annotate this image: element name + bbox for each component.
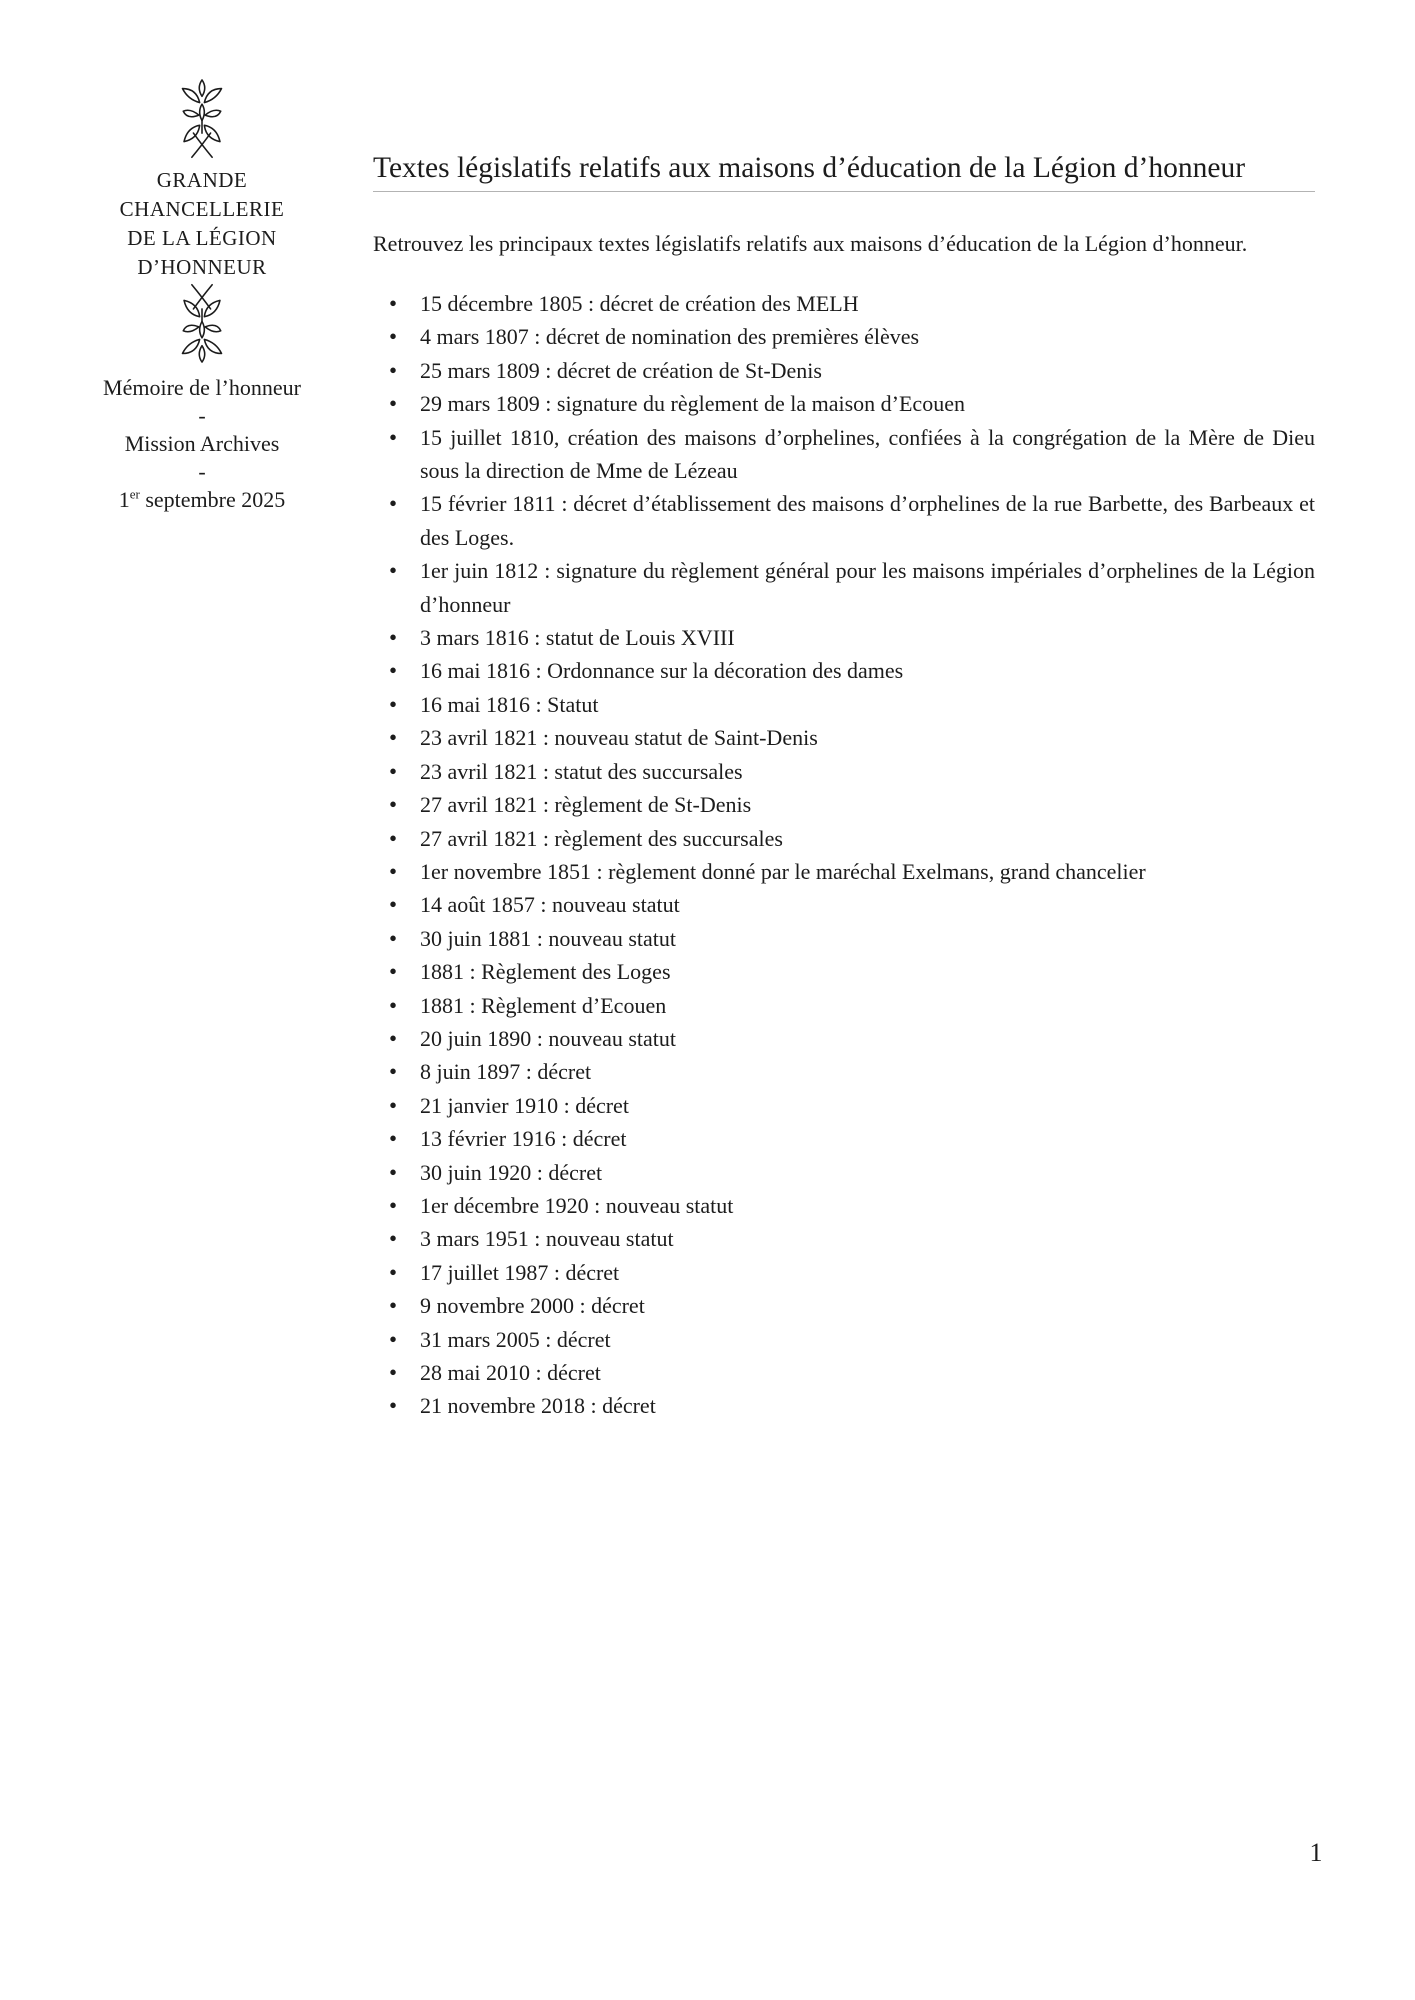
list-item: • 30 juin 1920 : décret xyxy=(373,1156,1315,1189)
list-item: • 15 février 1811 : décret d’établissement des maisons d’orphelines de la rue Barbette, des Barbeaux et des Loges. xyxy=(373,487,1315,554)
document-body xyxy=(373,150,1315,1423)
org-name-line: CHANCELLERIE xyxy=(119,197,285,221)
list-item: • 14 août 1857 : nouveau statut xyxy=(373,888,1315,921)
list-item: • 15 juillet 1810, création des maisons d’orphelines, confiées à la congrégation de la Mère de Dieu sous la direction de Mme de Lézeau xyxy=(373,421,1315,488)
page-title: Textes législatifs relatifs aux maisons d’éducation de la Légion d’honneur xyxy=(373,150,1315,192)
list-item: • 16 mai 1816 : Statut xyxy=(373,688,1315,721)
list-item: • 16 mai 1816 : Ordonnance sur la décoration des dames xyxy=(373,654,1315,687)
separator-dash: - xyxy=(198,459,206,484)
date-number: 1 xyxy=(118,487,130,512)
page-number: 1 xyxy=(1309,1838,1323,1867)
date-ordinal-suffix: er xyxy=(129,486,140,502)
list-item: • 30 juin 1881 : nouveau statut xyxy=(373,922,1315,955)
list-item: • 9 novembre 2000 : décret xyxy=(373,1289,1315,1322)
list-item: • 1er décembre 1920 : nouveau statut xyxy=(373,1189,1315,1222)
list-item: • 15 décembre 1805 : décret de création des MELH xyxy=(373,287,1315,320)
list-item: • 29 mars 1809 : signature du règlement de la maison d’Ecouen xyxy=(373,387,1315,420)
list-item: • 3 mars 1951 : nouveau statut xyxy=(373,1222,1315,1255)
org-name xyxy=(72,166,332,282)
org-name-line: GRANDE xyxy=(156,168,248,192)
org-name-line: DE LA LÉGION xyxy=(127,226,277,250)
list-item: • 20 juin 1890 : nouveau statut xyxy=(373,1022,1315,1055)
list-item: • 1er novembre 1851 : règlement donné par le maréchal Exelmans, grand chancelier xyxy=(373,855,1315,888)
list-item: • 21 janvier 1910 : décret xyxy=(373,1089,1315,1122)
list-item: • 21 novembre 2018 : décret xyxy=(373,1389,1315,1422)
org-mission: Mission Archives xyxy=(124,431,280,456)
list-item: • 25 mars 1809 : décret de création de St-Denis xyxy=(373,354,1315,387)
date-rest: septembre 2025 xyxy=(139,487,286,512)
list-item: • 17 juillet 1987 : décret xyxy=(373,1256,1315,1289)
list-item: • 13 février 1916 : décret xyxy=(373,1122,1315,1155)
list-item: • 3 mars 1816 : statut de Louis XVIII xyxy=(373,621,1315,654)
separator-dash: - xyxy=(198,403,206,428)
list-item: • 4 mars 1807 : décret de nomination des premières élèves xyxy=(373,320,1315,353)
list-item: • 8 juin 1897 : décret xyxy=(373,1055,1315,1088)
list-item: • 1881 : Règlement d’Ecouen xyxy=(373,989,1315,1022)
list-item: • 27 avril 1821 : règlement des succursales xyxy=(373,822,1315,855)
list-item: • 27 avril 1821 : règlement de St-Denis xyxy=(373,788,1315,821)
org-unit: Mémoire de l’honneur xyxy=(103,375,301,400)
org-name-line: D’HONNEUR xyxy=(137,255,267,279)
letterhead-details xyxy=(72,374,332,514)
list-item: • 31 mars 2005 : décret xyxy=(373,1323,1315,1356)
list-item: • 28 mai 2010 : décret xyxy=(373,1356,1315,1389)
laurel-sprig-icon xyxy=(177,78,227,160)
letterhead-sidebar xyxy=(72,78,332,514)
list-item: • 23 avril 1821 : statut des succursales xyxy=(373,755,1315,788)
list-item: • 1er juin 1812 : signature du règlement général pour les maisons impériales d’orphelines de la Légion d’honneur xyxy=(373,554,1315,621)
legislative-texts-list xyxy=(373,287,1315,1423)
list-item: • 1881 : Règlement des Loges xyxy=(373,955,1315,988)
laurel-sprig-icon xyxy=(177,282,227,364)
document-date xyxy=(72,486,332,514)
intro-paragraph: Retrouvez les principaux textes législatifs relatifs aux maisons d’éducation de la Légion d’honneur. xyxy=(373,231,1248,256)
list-item: • 23 avril 1821 : nouveau statut de Saint-Denis xyxy=(373,721,1315,754)
